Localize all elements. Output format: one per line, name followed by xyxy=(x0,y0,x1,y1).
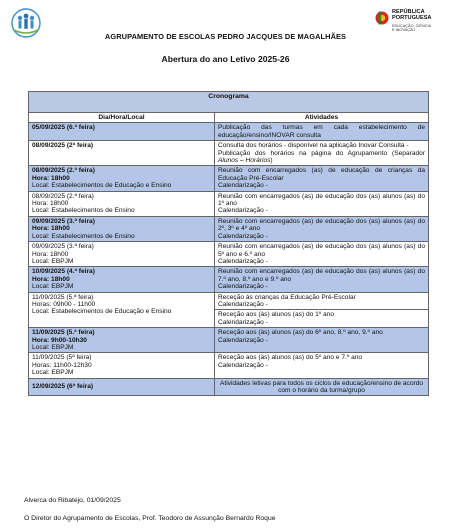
schedule-table xyxy=(28,91,429,396)
row-date: 12/09/2025 (6ª feira) xyxy=(32,383,94,391)
table-row xyxy=(29,378,429,396)
row-activity: Receção aos (às) alunos (as) do 6º ano, 8.º ano, 9.º ano xyxy=(218,329,383,337)
government-name: REPÚBLICA PORTUGUESA xyxy=(392,9,432,22)
row-activity: Receção aos (às) alunos (as) do 1º ano xyxy=(218,311,335,319)
row-calendar: Calendarização - xyxy=(218,257,268,265)
table-title: Cronograma xyxy=(29,92,429,113)
row-date: 08/09/2025 (2ª feira) xyxy=(32,142,94,150)
row-calendar: Calendarização - xyxy=(218,207,268,215)
table-row xyxy=(29,191,429,216)
row-time: Horas: 11h00-12h30 xyxy=(32,361,92,369)
row-place: Local: EBPJM xyxy=(32,369,74,377)
row-time: Hora: 18h00 xyxy=(32,250,69,258)
row-calendar: Calendarização - xyxy=(218,300,268,308)
row-activity: Reunião com encarregados (as) de educação dos (as) alunos (as) do 1º ano xyxy=(218,192,426,208)
table-row xyxy=(29,123,429,141)
row-activity: Reunião com encarregados (as) de educação de crianças da Educação Pré-Escolar xyxy=(218,167,426,182)
row-place: Local: Estabelecimentos de Educação e Ensino xyxy=(32,182,172,190)
row-date: 08/09/2025 (2.ª feira) xyxy=(32,167,95,175)
row-date: 05/09/2025 (6.ª feira) xyxy=(32,124,95,132)
place-and-date: Alverca do Ribatejo, 01/09/2025 xyxy=(24,497,121,504)
row-place: Local: EBPJM xyxy=(32,343,74,351)
table-row xyxy=(29,216,429,241)
column-header-activity: Atividades xyxy=(215,113,429,123)
row-activity: Reunião com encarregados (as) de educação dos (as) alunos (as) do 7.º ano, 8.º ano e 9.º ano xyxy=(218,268,426,283)
school-name: AGRUPAMENTO DE ESCOLAS PEDRO JACQUES DE MAGALHÃES xyxy=(104,32,347,41)
row-date: 09/09/2025 (3.ª feira) xyxy=(32,243,94,251)
row-place: Local: Estabelecimentos de Ensino xyxy=(32,207,135,215)
row-activity: Receção aos (às) alunos (as) do 5º ano e 7.º ano xyxy=(218,354,363,362)
signature-line: O Diretor do Agrupamento de Escolas, Prof. Teodoro de Assunção Bernardo Roque xyxy=(24,515,276,522)
row-time: Hora: 9h00-10h30 xyxy=(32,336,87,344)
table-row xyxy=(29,328,429,353)
row-calendar: Calendarização - xyxy=(218,336,268,344)
row-activity: Consulta dos horários - disponível na aplicação Inovar Consulta - xyxy=(218,142,409,150)
table-row xyxy=(29,292,429,328)
row-date: 11/09/2025 (5ª feira) xyxy=(32,354,92,362)
row-activity-detail: Publicação dos horários na página do Agrupamento (Separador Alunos – Horários) xyxy=(218,149,426,165)
table-row xyxy=(29,353,429,378)
row-calendar: Calendarização - xyxy=(218,318,268,326)
row-place: Local: Estabelecimentos de Educação e Ensino xyxy=(32,308,172,316)
row-date: 10/09/2025 (4.ª feira) xyxy=(32,268,95,276)
row-calendar: Calendarização - xyxy=(218,361,268,369)
row-place: Local: EBPJM xyxy=(32,283,74,291)
row-time: Hora: 18h00 xyxy=(32,174,70,182)
row-calendar: Calendarização - xyxy=(218,182,268,190)
column-header-date: Dia/Hora/Local xyxy=(29,113,215,123)
row-activity: Receção às crianças da Educação Pré-Escolar xyxy=(218,293,356,301)
row-time: Horas: 09h00 - 11h00 xyxy=(32,300,96,308)
row-date: 11/09/2025 (5.ª feira) xyxy=(32,329,95,337)
row-time: Hora: 18h00 xyxy=(32,225,70,233)
row-date: 09/09/2025 (3.ª feira) xyxy=(32,217,95,225)
row-calendar: Calendarização - xyxy=(218,232,268,240)
row-place: Local: Estabelecimentos de Ensino xyxy=(32,232,135,240)
table-row xyxy=(29,166,429,191)
row-activity: Atividades letivas para todos os ciclos de educação/ensino de acordo com o horário da turma/grupo xyxy=(219,379,424,394)
row-time: Hora: 18h00 xyxy=(32,200,69,208)
row-activity: Reunião com encarregados (as) de educação dos (as) alunos (as) do 2º, 3º e 4º ano xyxy=(218,217,426,233)
row-calendar: Calendarização - xyxy=(218,283,268,291)
table-row xyxy=(29,242,429,267)
page-title: Abertura do ano Letivo 2025-26 xyxy=(161,54,290,64)
row-date: 11/09/2025 (5.ª feira) xyxy=(32,293,94,301)
row-activity: Reunião com encarregados (as) de educação dos (as) alunos (as) do 5º ano e 6.º ano xyxy=(218,243,426,258)
row-activity: Publicação das turmas em cada estabelecimento de educação/ensino/INOVAR consulta xyxy=(218,124,426,139)
table-row xyxy=(29,267,429,292)
table-row xyxy=(29,141,429,166)
ministry-name: EDUCAÇÃO, CIÊNCIA E INOVAÇÃO xyxy=(392,24,432,33)
row-date: 08/09/2025 (2.ª feira) xyxy=(32,192,94,200)
row-time: Hora: 18h00 xyxy=(32,275,70,283)
row-place: Local: EBPJM xyxy=(32,257,74,265)
